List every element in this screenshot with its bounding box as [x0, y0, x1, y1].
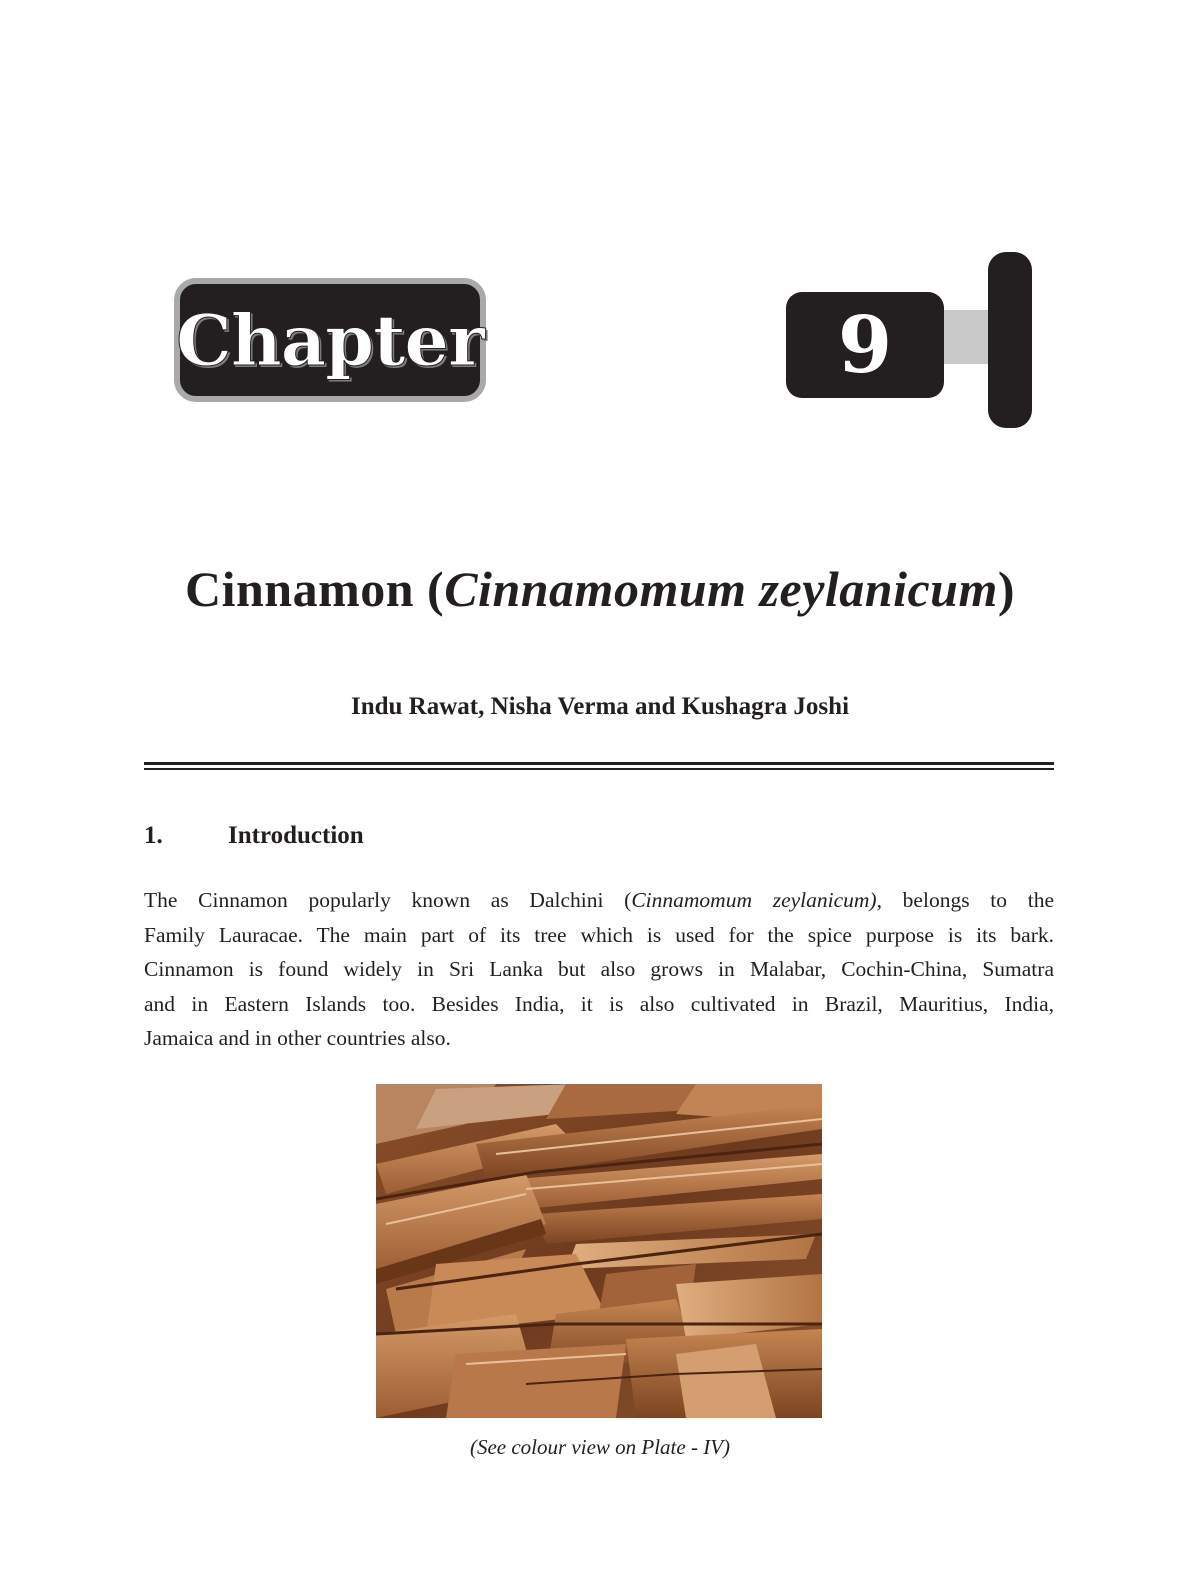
figure-caption: (See colour view on Plate - IV): [469, 1435, 731, 1459]
paragraph-italic: Cinnamomum zeylanicum): [631, 888, 877, 912]
chapter-label: Chapter: [176, 298, 484, 382]
title-rule-thick: [144, 762, 1054, 765]
paragraph-line: Cinnamon is found widely in Sri Lanka but also grows in Malabar, Cochin-China, Sumatra: [144, 957, 1054, 981]
paragraph-line: Jamaica and in other countries also.: [144, 1026, 451, 1050]
intro-paragraph: [144, 883, 1054, 1056]
chapter-number: 9: [837, 299, 893, 391]
title-common: Cinnamon (: [184, 561, 445, 617]
title-rule-thin: [144, 768, 1054, 770]
paragraph-text: , belongs to the: [876, 888, 1054, 912]
paragraph-line: and in Eastern Islands too. Besides India, it is also cultivated in Brazil, Mauritius, India,: [144, 991, 1054, 1016]
chapter-number-bar: [988, 252, 1032, 428]
authors: Indu Rawat, Nisha Verma and Kushagra Joshi: [350, 693, 850, 720]
title-scientific: Cinnamomum zeylanicum: [444, 561, 998, 617]
section-title: Introduction: [228, 822, 364, 849]
cinnamon-bark-photo: [376, 1084, 822, 1418]
title-close: ): [997, 561, 1016, 617]
chapter-badge: [174, 278, 486, 402]
paragraph-text: The Cinnamon popularly known as Dalchini (: [144, 888, 632, 912]
paragraph-line: [144, 883, 1054, 918]
chapter-title: [0, 560, 1200, 618]
chapter-number-badge: [786, 292, 944, 398]
chapter-number-connector: [940, 310, 994, 364]
section-number: 1.: [144, 822, 163, 849]
paragraph-line: Family Lauracae. The main part of its tree which is used for the spice purpose is its bark.: [144, 922, 1054, 947]
